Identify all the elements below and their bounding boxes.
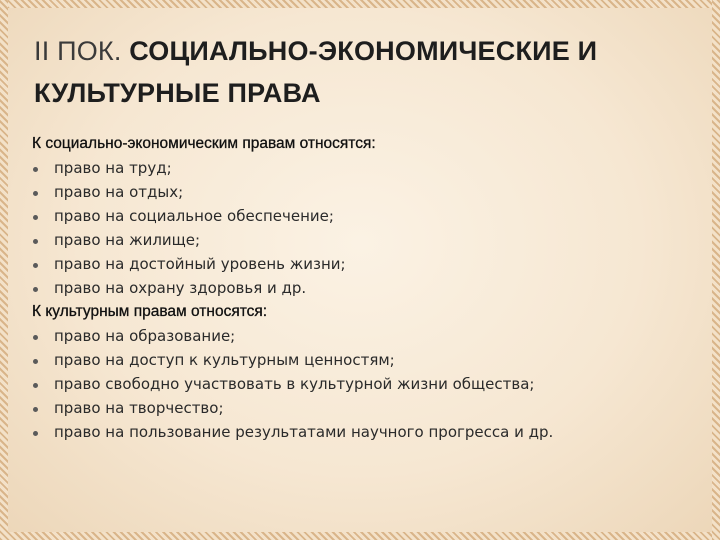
list-item xyxy=(32,396,692,420)
list-item xyxy=(32,420,692,444)
decorative-border-left xyxy=(0,0,8,540)
socio-economic-list xyxy=(32,156,692,300)
list-item-text: право на творчество; xyxy=(54,399,224,417)
decorative-border-right xyxy=(712,0,720,540)
list-item-text: право на труд; xyxy=(54,159,172,177)
socio-economic-heading: К социально-экономическим правам относятся: xyxy=(32,135,376,152)
slide-content xyxy=(32,132,692,444)
cultural-list xyxy=(32,324,692,444)
list-item-text: право на образование; xyxy=(54,327,236,345)
list-item xyxy=(32,252,692,276)
list-item-text: право свободно участвовать в культурной жизни общества; xyxy=(54,375,535,393)
list-item xyxy=(32,156,692,180)
bullet-icon xyxy=(33,407,38,412)
list-item-text: право на охрану здоровья и др. xyxy=(54,279,307,297)
list-item xyxy=(32,372,692,396)
bullet-icon xyxy=(33,263,38,268)
list-item xyxy=(32,324,692,348)
list-item-text: право на отдых; xyxy=(54,183,184,201)
bullet-icon xyxy=(33,335,38,340)
bullet-icon xyxy=(33,359,38,364)
list-item-text: право на доступ к культурным ценностям; xyxy=(54,351,395,369)
list-item-text: право на жилище; xyxy=(54,231,201,249)
bullet-icon xyxy=(33,239,38,244)
list-item xyxy=(32,348,692,372)
decorative-border-top xyxy=(0,0,720,8)
title-line-1-rest: СОЦИАЛЬНО-ЭКОНОМИЧЕСКИЕ И xyxy=(129,36,598,66)
bullet-icon xyxy=(33,191,38,196)
title-lead: II ПОК. xyxy=(34,36,122,66)
list-item xyxy=(32,276,692,300)
cultural-heading: К культурным правам относятся: xyxy=(32,303,268,320)
bullet-icon xyxy=(33,287,38,292)
list-item xyxy=(32,204,692,228)
list-item xyxy=(32,228,692,252)
title-line-1 xyxy=(34,30,684,72)
decorative-border-bottom xyxy=(0,532,720,540)
list-item-text: право на достойный уровень жизни; xyxy=(54,255,346,273)
bullet-icon xyxy=(33,167,38,172)
slide-title xyxy=(34,30,684,114)
list-item-text: право на социальное обеспечение; xyxy=(54,207,334,225)
list-item xyxy=(32,180,692,204)
bullet-icon xyxy=(33,383,38,388)
title-line-2: КУЛЬТУРНЫЕ ПРАВА xyxy=(34,78,321,108)
bullet-icon xyxy=(33,431,38,436)
list-item-text: право на пользование результатами научного прогресса и др. xyxy=(54,423,554,441)
bullet-icon xyxy=(33,215,38,220)
